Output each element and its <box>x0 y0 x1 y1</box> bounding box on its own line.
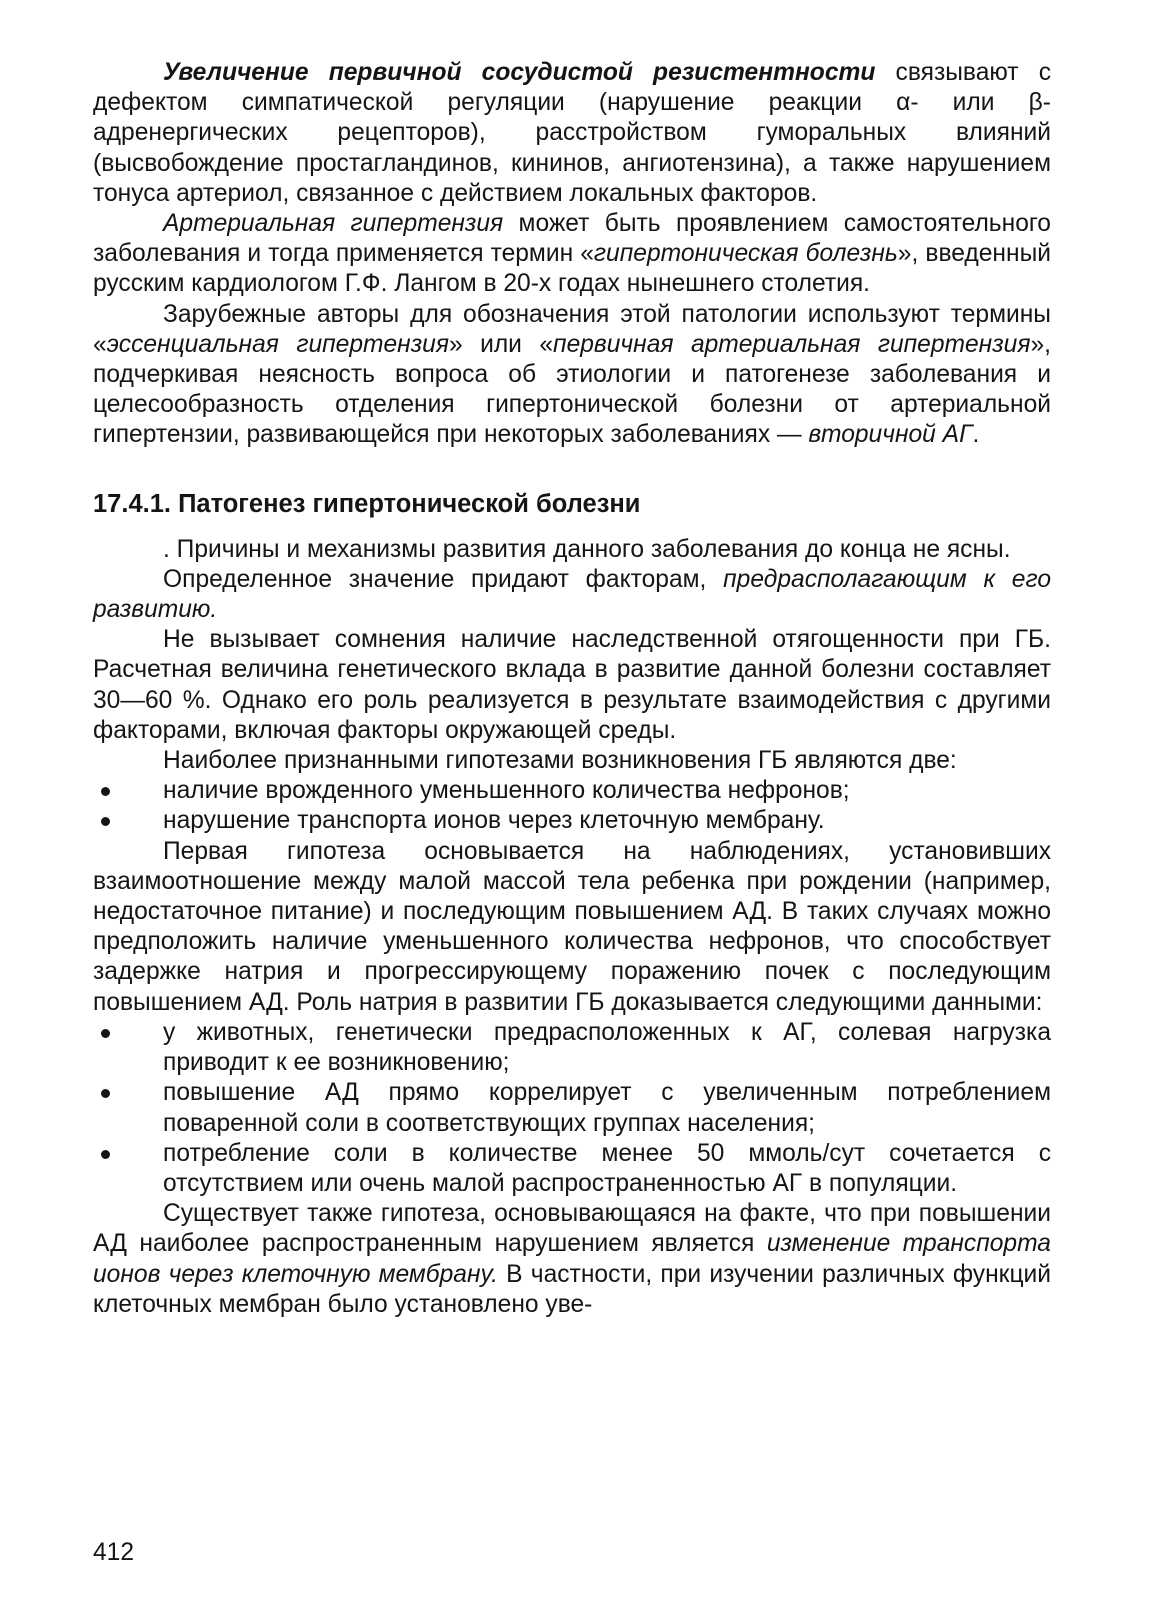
hypotheses-list <box>93 776 1051 836</box>
bullet-icon <box>101 1150 110 1159</box>
paragraph-text: Зарубежные авторы для обозначения этой патологии используют термины « <box>93 300 1051 358</box>
paragraph-predisposing <box>93 565 1051 625</box>
paragraph-first-hypothesis: Первая гипотеза основывается на наблюдениях, установивших взаимоотношение между малой массой тела ребенка при рождении (например, недостаточное питание) и последующим повышением АД. В таких случаях можно предположить наличие уменьшенного количества нефронов, что способствует задержке натрия и прогрессирующему поражению почек с последующим повышением АД. Роль натрия в развитии ГБ доказывается следующими данными: <box>93 837 1051 1016</box>
paragraph-text: В частности, при изучении различных функций клеточных мембран было установлено уве- <box>93 1260 1052 1318</box>
term-primary-arterial-hypertension: первичная артериальная гипертензия <box>553 330 1031 358</box>
bullet-icon <box>101 1089 110 1098</box>
list-item <box>93 806 1051 836</box>
section-heading: 17.4.1. Патогенез гипертонической болезни <box>93 489 641 518</box>
list-item-text: нарушение транспорта ионов через клеточную мембрану. <box>163 807 825 835</box>
page-body <box>93 58 1051 1320</box>
list-item <box>93 776 1051 806</box>
paragraph-text: Существует также гипотеза, основывающаяся на факте, что при повышении АД наиболее распространенным нарушением является <box>93 1200 1051 1258</box>
list-item-text: потребление соли в количестве менее 50 ммоль/сут сочетается с отсутствием или очень малой распространенностью АГ в популяции. <box>163 1139 1051 1197</box>
list-item <box>93 1018 1051 1078</box>
bullet-icon <box>101 1029 110 1038</box>
sodium-evidence-list <box>93 1018 1051 1199</box>
term-hypertensive-disease: гипертоническая болезнь <box>593 240 898 268</box>
term-primary-resistance: Увеличение первичной сосудистой резистентности <box>163 59 876 86</box>
paragraph-resistance <box>93 58 1051 209</box>
paragraph-text: », подчеркивая неясность вопроса об этиологии и патогенезе заболевания и целесообразность отделения гипертонической болезни от артериальной гипертензии, развивающейся при некоторых заболеваниях — <box>93 330 1051 449</box>
paragraph-text: », введенный русским кардиологом Г.Ф. Лангом в 20-х годах нынешнего столетия. <box>93 240 1051 298</box>
list-item-text: у животных, генетически предрасположенных к АГ, солевая нагрузка приводит к ее возникновению; <box>163 1018 1051 1077</box>
term-essential-hypertension: эссенциальная гипертензия <box>106 330 449 358</box>
list-item-text: повышение АД прямо коррелирует с увеличенным потреблением поваренной соли в соответствующих группах населения; <box>163 1079 1051 1137</box>
paragraph-heredity: Не вызывает сомнения наличие наследственной отягощенности при ГБ. Расчетная величина генетического вклада в развитие данной болезни составляет 30—60 %. Однако его роль реализуется в результате взаимодействия с другими факторами, включая факторы окружающей среды. <box>93 626 1051 744</box>
paragraph-text: связывают с дефектом симпатической регуляции (нарушение реакции α- или β-адренергических рецепторов), расстройством гуморальных влияний (высвобождение простагландинов, кининов, ангиотензина), а также нарушением тонуса артериол, связанное с действием локальных факторов. <box>93 59 1051 207</box>
paragraph-arterial-hypertension <box>93 209 1051 300</box>
page-number: 412 <box>93 1539 135 1566</box>
term-predisposing: предрасполагающим к его развитию. <box>93 565 1052 624</box>
paragraph-text: Определенное значение придают факторам, <box>163 565 724 593</box>
term-secondary-ag: вторичной АГ <box>808 421 973 449</box>
paragraph-causes: . Причины и механизмы развития данного заболевания до конца не ясны. <box>163 535 1011 563</box>
bullet-icon <box>101 817 110 826</box>
list-item <box>93 1139 1051 1199</box>
term-ion-transport: изменение транспорта ионов через клеточную мембрану. <box>93 1230 1051 1288</box>
paragraph-text: . <box>972 421 980 449</box>
list-item <box>93 1078 1051 1138</box>
list-item-text: наличие врожденного уменьшенного количества нефронов; <box>163 777 850 805</box>
paragraph-text: » или « <box>448 330 554 358</box>
bullet-icon <box>101 787 110 796</box>
paragraph-text: может быть проявлением самостоятельного заболевания и тогда применяется термин « <box>93 210 1051 268</box>
paragraph-ion-transport <box>93 1199 1051 1320</box>
paragraph-hypotheses: Наиболее признанными гипотезами возникновения ГБ являются две: <box>163 747 957 775</box>
term-arterial-hypertension: Артериальная гипертензия <box>163 210 504 238</box>
paragraph-foreign-authors <box>93 300 1051 451</box>
